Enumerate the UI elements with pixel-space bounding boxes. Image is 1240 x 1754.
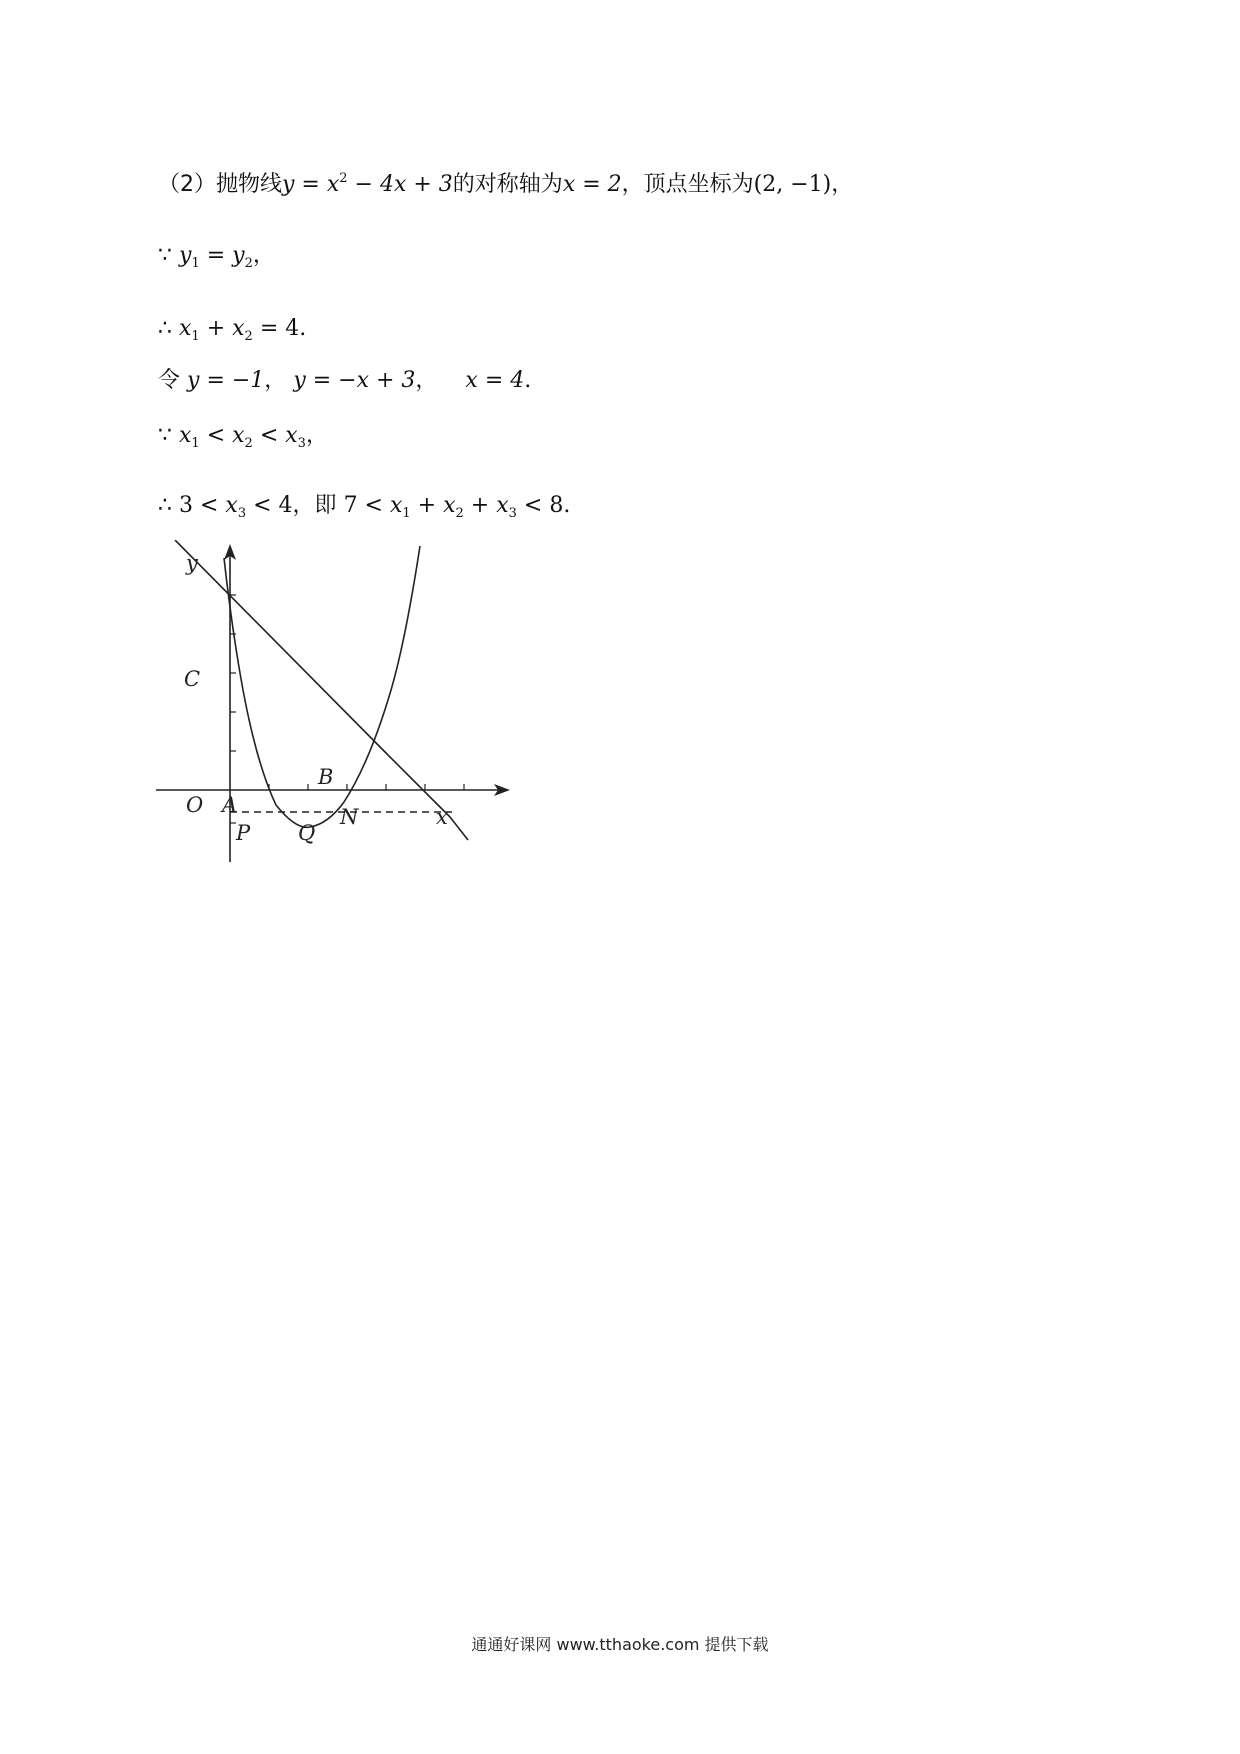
line1-text-vertex: ，顶点坐标为 <box>621 172 754 197</box>
line4-part1: y = −1 <box>187 368 265 393</box>
x1-sub: 1 <box>191 436 200 451</box>
solution-line-1 <box>158 172 853 196</box>
line4-prefix: 令 <box>158 368 181 393</box>
parabola-figure <box>148 540 518 880</box>
x2: x <box>232 316 245 341</box>
x3-sub: 3 <box>237 506 247 521</box>
line4-part2: y = −x + 3 <box>293 368 416 393</box>
label-A: A <box>222 793 238 817</box>
line1-eq-rest: − 4x + 3 <box>347 172 453 197</box>
x3: x <box>285 423 298 448</box>
label-Q: Q <box>298 821 316 845</box>
line3-end: . <box>299 316 307 341</box>
x3: x <box>225 493 238 518</box>
axis-ticks <box>230 595 464 823</box>
x3: x <box>496 493 509 518</box>
line1-end: ， <box>831 172 854 197</box>
x1-sub: 1 <box>191 329 200 344</box>
x1: x <box>389 493 403 518</box>
line6-r-start: 7 < <box>343 493 390 518</box>
footer-text: 通通好课网 www.tthaoke.com 提供下载 <box>471 1635 769 1654</box>
line6-r-end: < 8 <box>516 493 564 518</box>
equals: = <box>199 243 233 268</box>
solution-line-5 <box>158 425 328 450</box>
label-N: N <box>340 805 359 829</box>
line1-eq-mid: = x <box>294 172 340 197</box>
x2-sub: 2 <box>455 506 464 521</box>
line-y-neg-x-plus-3 <box>175 540 388 755</box>
because-symbol: ∵ <box>158 243 172 268</box>
less-than: < <box>199 423 233 448</box>
x2: x <box>443 493 456 518</box>
label-B: B <box>318 765 334 789</box>
y2-sub: 2 <box>244 256 253 271</box>
x1: x <box>179 316 192 341</box>
less-than: < <box>252 423 286 448</box>
line4-sep2: ， <box>415 368 438 393</box>
label-C: C <box>184 667 201 691</box>
line6-rhs: < 4 <box>246 493 293 518</box>
line4-end: . <box>524 368 532 393</box>
x2: x <box>232 423 245 448</box>
plus: + <box>463 493 497 518</box>
solution-line-6 <box>158 495 570 520</box>
solution-line-4 <box>158 370 531 392</box>
line1-eq-exp: 2 <box>339 171 348 186</box>
solution-line-2 <box>158 245 275 270</box>
line4-part3: x = 4 <box>465 368 525 393</box>
line1-text-axis: 的对称轴为 <box>452 172 563 197</box>
line5-end: ， <box>305 423 328 448</box>
line1-prefix: （2）抛物线 <box>158 172 282 197</box>
label-y: y <box>186 551 198 575</box>
plus: + <box>199 316 233 341</box>
line1-axis-eq: x = 2 <box>562 172 622 197</box>
line6-mid: ，即 <box>292 493 337 518</box>
because-symbol: ∵ <box>158 423 172 448</box>
line1-eq-y: y <box>282 172 295 197</box>
label-P: P <box>236 821 251 845</box>
x3-sub: 3 <box>297 436 306 451</box>
label-O: O <box>186 793 204 817</box>
x2-sub: 2 <box>244 436 253 451</box>
label-x: x <box>436 805 448 829</box>
line3-rest: = 4 <box>252 316 300 341</box>
y1-sub: 1 <box>191 256 200 271</box>
line2-end: ， <box>252 243 275 268</box>
x1: x <box>179 423 192 448</box>
x2-sub: 2 <box>244 329 253 344</box>
line4-sep1: ， <box>264 368 287 393</box>
line6-end: . <box>563 493 571 518</box>
y2: y <box>232 243 245 268</box>
solution-line-3 <box>158 318 306 343</box>
line1-vertex: (2, −1) <box>753 172 832 197</box>
x1-sub: 1 <box>402 506 411 521</box>
line6-lhs: 3 < <box>179 493 226 518</box>
y1: y <box>179 243 192 268</box>
therefore-symbol: ∴ <box>158 316 172 341</box>
therefore-symbol: ∴ <box>158 493 172 518</box>
plus: + <box>410 493 444 518</box>
line-tail <box>450 817 468 840</box>
x3-sub: 3 <box>508 506 517 521</box>
